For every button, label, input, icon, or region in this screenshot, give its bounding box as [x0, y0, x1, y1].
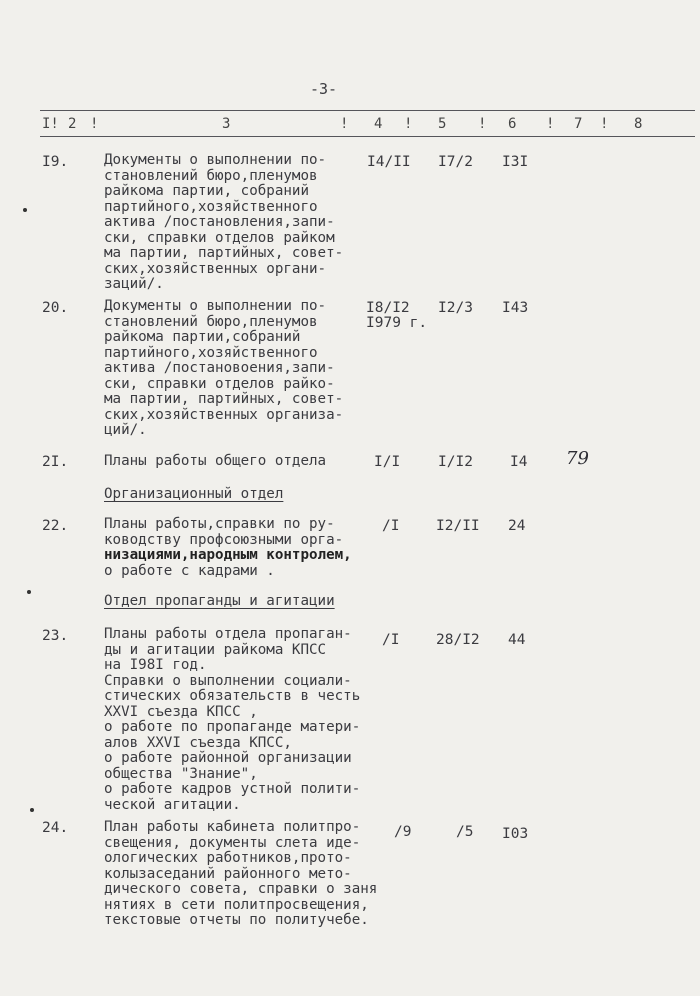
description-line: ций/.	[104, 422, 147, 438]
description-line: текстовые отчеты по политучебе.	[104, 912, 369, 928]
description-line: Документы о выполнении по-	[104, 152, 327, 168]
sheet-count: I03	[502, 826, 529, 842]
description-line: стических обязательств в честь	[104, 688, 361, 704]
description-line: колызаседаний районного мето-	[104, 865, 352, 882]
header-col-6: 6	[508, 116, 517, 132]
end-date: I2/II	[436, 518, 480, 534]
sheet-count: I3I	[502, 154, 529, 170]
end-date: /5	[456, 824, 474, 840]
description-line: о работе с кадрами .	[104, 562, 275, 579]
description-line: становлений бюро,пленумов	[104, 313, 318, 330]
description-line: нятиях в сети политпросвещения,	[104, 896, 369, 913]
entry-description	[104, 627, 404, 813]
entry-description	[104, 454, 404, 470]
header-col-5: 5	[438, 116, 447, 132]
description-line: партийного,хозяйственного	[104, 198, 318, 215]
description-line: актива /постановления,запи-	[104, 214, 335, 230]
sheet-count: 24	[508, 518, 526, 534]
description-line: Справки о выполнении социали-	[104, 672, 352, 689]
description-line: низациями,народным контролем,	[104, 547, 352, 563]
description-line: райкома партии, собраний	[104, 183, 309, 199]
header-sep-3: !	[404, 116, 413, 132]
header-col-7: 7	[574, 116, 583, 132]
description-line: ологических работников,прото-	[104, 850, 352, 866]
description-line: Планы работы,справки по ру-	[104, 516, 335, 532]
description-line: Планы работы отдела пропаган-	[104, 626, 352, 642]
description-line: ческой агитации.	[104, 796, 241, 813]
entry-number: 20.	[42, 300, 69, 316]
description-line: ма партии, партийных, совет-	[104, 391, 344, 407]
start-date: /I	[382, 518, 400, 534]
description-line: о работе районной организации	[104, 750, 352, 766]
description-line: райкома партии,собраний	[104, 329, 301, 345]
description-line: алов XXVI съезда КПСС,	[104, 734, 292, 751]
sheet-count: I43	[502, 300, 529, 316]
description-line: ма партии, партийных, совет-	[104, 245, 344, 261]
end-date: I/I2	[438, 454, 473, 470]
description-line: XXVI съезда КПСС ,	[104, 703, 258, 720]
section-heading: Отдел пропаганды и агитации	[104, 593, 335, 609]
description-line: ских,хозяйственных организа-	[104, 406, 344, 423]
header-sep-5: !	[546, 116, 555, 132]
description-line: План работы кабинета политпро-	[104, 819, 361, 835]
description-line: о работе кадров устной полити-	[104, 781, 361, 797]
start-date: I/I	[374, 454, 401, 470]
header-sep-6: !	[600, 116, 609, 132]
entry-number: 24.	[42, 820, 69, 836]
description-line: свещения, документы слета иде-	[104, 834, 361, 851]
description-line: дического совета, справки о заня	[104, 881, 378, 897]
description-line: Документы о выполнении по-	[104, 298, 327, 314]
entry-description	[104, 299, 404, 439]
header-top-rule	[40, 110, 695, 111]
start-date: /9	[394, 824, 412, 840]
header-bottom-rule	[40, 136, 695, 137]
description-line: общества "Знание",	[104, 765, 258, 782]
description-line: на I98I год.	[104, 657, 207, 673]
header-sep-4: !	[478, 116, 487, 132]
description-line: ды и агитации райкома КПСС	[104, 641, 327, 658]
end-date: I2/3	[438, 300, 473, 316]
description-line: становлений бюро,пленумов	[104, 167, 318, 184]
entry-number: 22.	[42, 518, 69, 534]
end-date: I7/2	[438, 154, 473, 170]
section-heading: Организационный отдел	[104, 486, 284, 502]
entry-description	[104, 153, 404, 293]
description-line: актива /постановоения,запи-	[104, 360, 335, 376]
header-col-1: I!	[42, 116, 59, 132]
description-line: партийного,хозяйственного	[104, 344, 318, 361]
start-year: I979 г.	[366, 315, 428, 331]
header-sep-2: !	[340, 116, 349, 132]
scan-speck	[27, 590, 31, 594]
entry-number: I9.	[42, 154, 69, 170]
description-line: заций/.	[104, 276, 164, 292]
scan-speck	[23, 208, 27, 212]
header-col-2: 2	[68, 116, 77, 132]
entry-number: 23.	[42, 628, 69, 644]
start-date: I8/I2	[366, 300, 410, 316]
header-sep-1: !	[90, 116, 99, 132]
end-date: 28/I2	[436, 632, 480, 648]
page-number: -3-	[310, 80, 338, 98]
header-col-3: 3	[222, 116, 231, 132]
description-line: ских,хозяйственных органи-	[104, 260, 327, 277]
sheet-count: 44	[508, 632, 526, 648]
description-line: ски, справки отделов райко-	[104, 375, 335, 392]
header-col-8: 8	[634, 116, 643, 132]
start-date: I4/II	[367, 154, 411, 170]
description-line: Планы работы общего отдела	[104, 453, 327, 469]
description-line: ски, справки отделов райком	[104, 229, 335, 246]
description-line: о работе по пропаганде матери-	[104, 719, 361, 735]
description-line: ководству профсоюзными орга-	[104, 531, 344, 548]
entry-description	[104, 517, 404, 579]
handwritten-note: 79	[566, 448, 589, 469]
entry-number: 2I.	[42, 454, 69, 470]
sheet-count: I4	[510, 454, 528, 470]
header-col-4: 4	[374, 116, 383, 132]
entry-description	[104, 820, 404, 929]
start-date: /I	[382, 632, 400, 648]
scan-speck	[30, 808, 34, 812]
